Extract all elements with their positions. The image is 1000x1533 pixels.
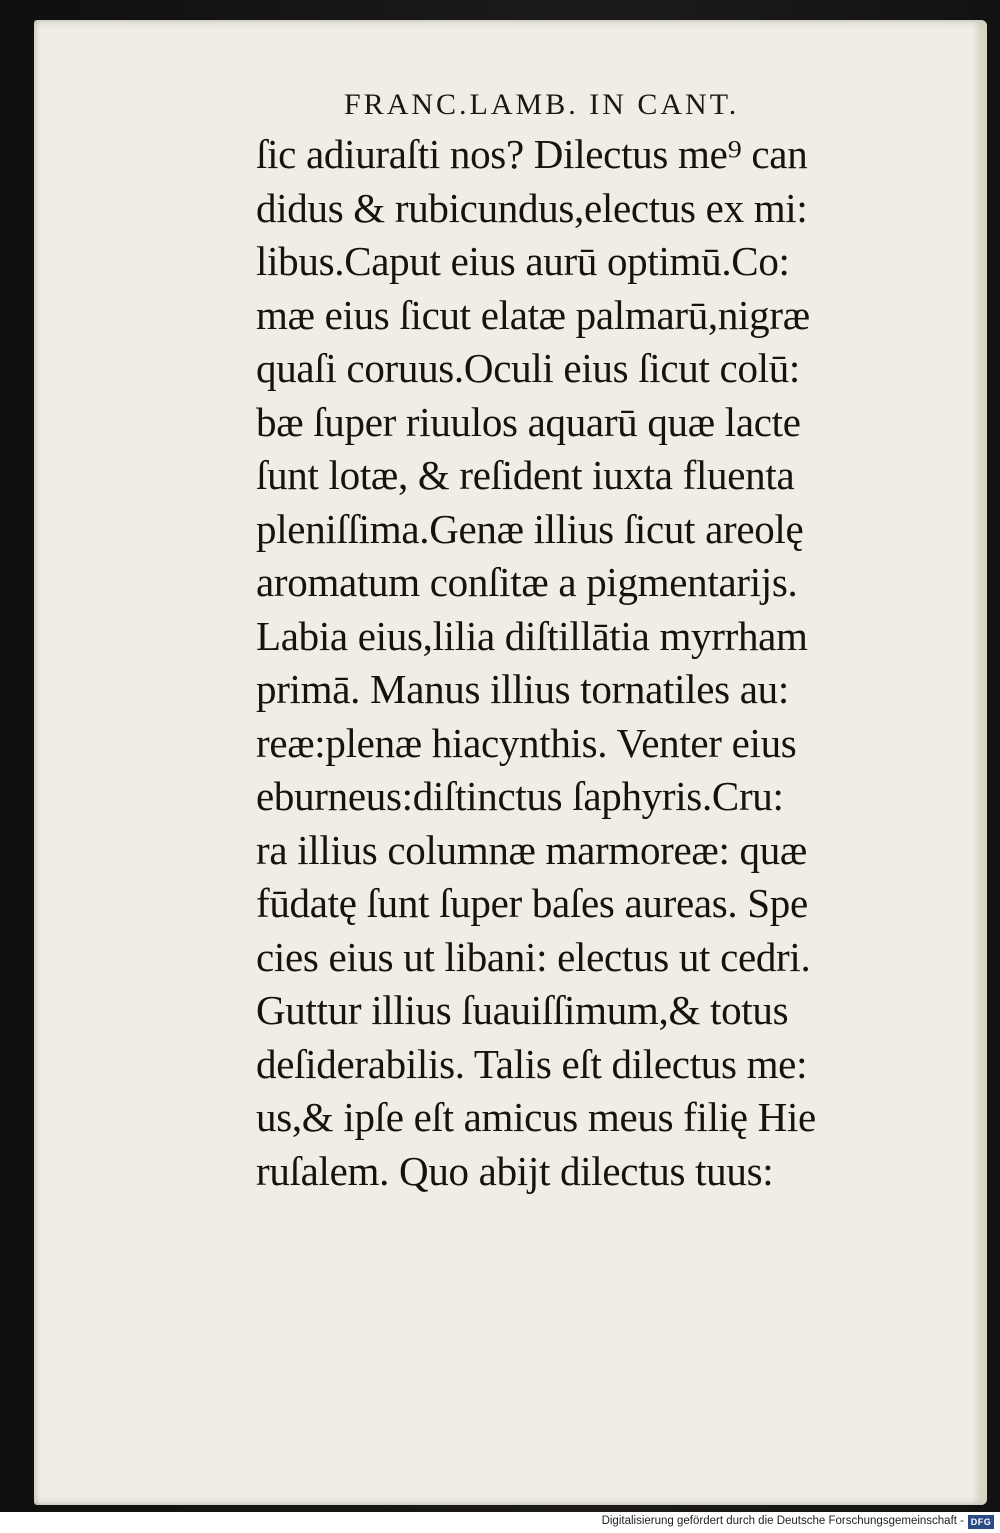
- text-line: Guttur illius ſuauiſſimum,& totus: [256, 987, 789, 1033]
- text-line: cies eius ut libani: electus ut cedri.: [256, 933, 811, 980]
- text-line: fūdatę ſunt ſuper baſes aureas. Spe: [256, 880, 808, 926]
- funding-credit: Digitalisierung gefördert durch die Deutsche Forschungsgemeinschaft -: [601, 1515, 964, 1527]
- text-line: ſunt lotæ, & reſident iuxta fluenta: [256, 452, 795, 498]
- text-line: primā. Manus illius tornatiles au:: [256, 666, 789, 712]
- text-line: ſic adiuraſti nos? Dilectus me⁹ can: [256, 131, 808, 177]
- book-page: [34, 20, 987, 1505]
- text-block: [256, 128, 941, 1198]
- dfg-logo: DFG: [968, 1515, 994, 1529]
- text-line: didus & rubicundus,electus ex mi:: [256, 184, 808, 231]
- text-line: ruſalem. Quo abijt dilectus tuus:: [256, 1147, 774, 1194]
- text-line: aromatum conſitæ a pigmentarijs.: [256, 559, 798, 605]
- text-line: bæ ſuper riuulos aquarū quæ lacte: [256, 398, 801, 445]
- text-line: ra illius columnæ marmoreæ: quæ: [256, 826, 807, 873]
- text-line: quaſi coruus.Oculi eius ſicut colū:: [256, 345, 801, 391]
- running-head: FRANC.LAMB. IN CANT.: [344, 88, 740, 121]
- text-line: mæ eius ſicut elatæ palmarū,nigræ: [256, 291, 810, 338]
- text-line: us,& ipſe eſt amicus meus filię Hie: [256, 1094, 816, 1140]
- text-line: reæ:plenæ hiacynthis. Venter eius: [256, 719, 797, 766]
- text-line: eburneus:diſtinctus ſaphyris.Cru:: [256, 773, 784, 819]
- text-line: pleniſſima.Genæ illius ſicut areolę: [256, 505, 804, 552]
- footer-bar: [0, 1512, 1000, 1533]
- text-line: libus.Caput eius aurū optimū.Co:: [256, 238, 790, 284]
- text-line: Labia eius,lilia diſtillātia myrrham: [256, 612, 808, 659]
- text-line: deſiderabilis. Talis eſt dilectus me:: [256, 1040, 808, 1087]
